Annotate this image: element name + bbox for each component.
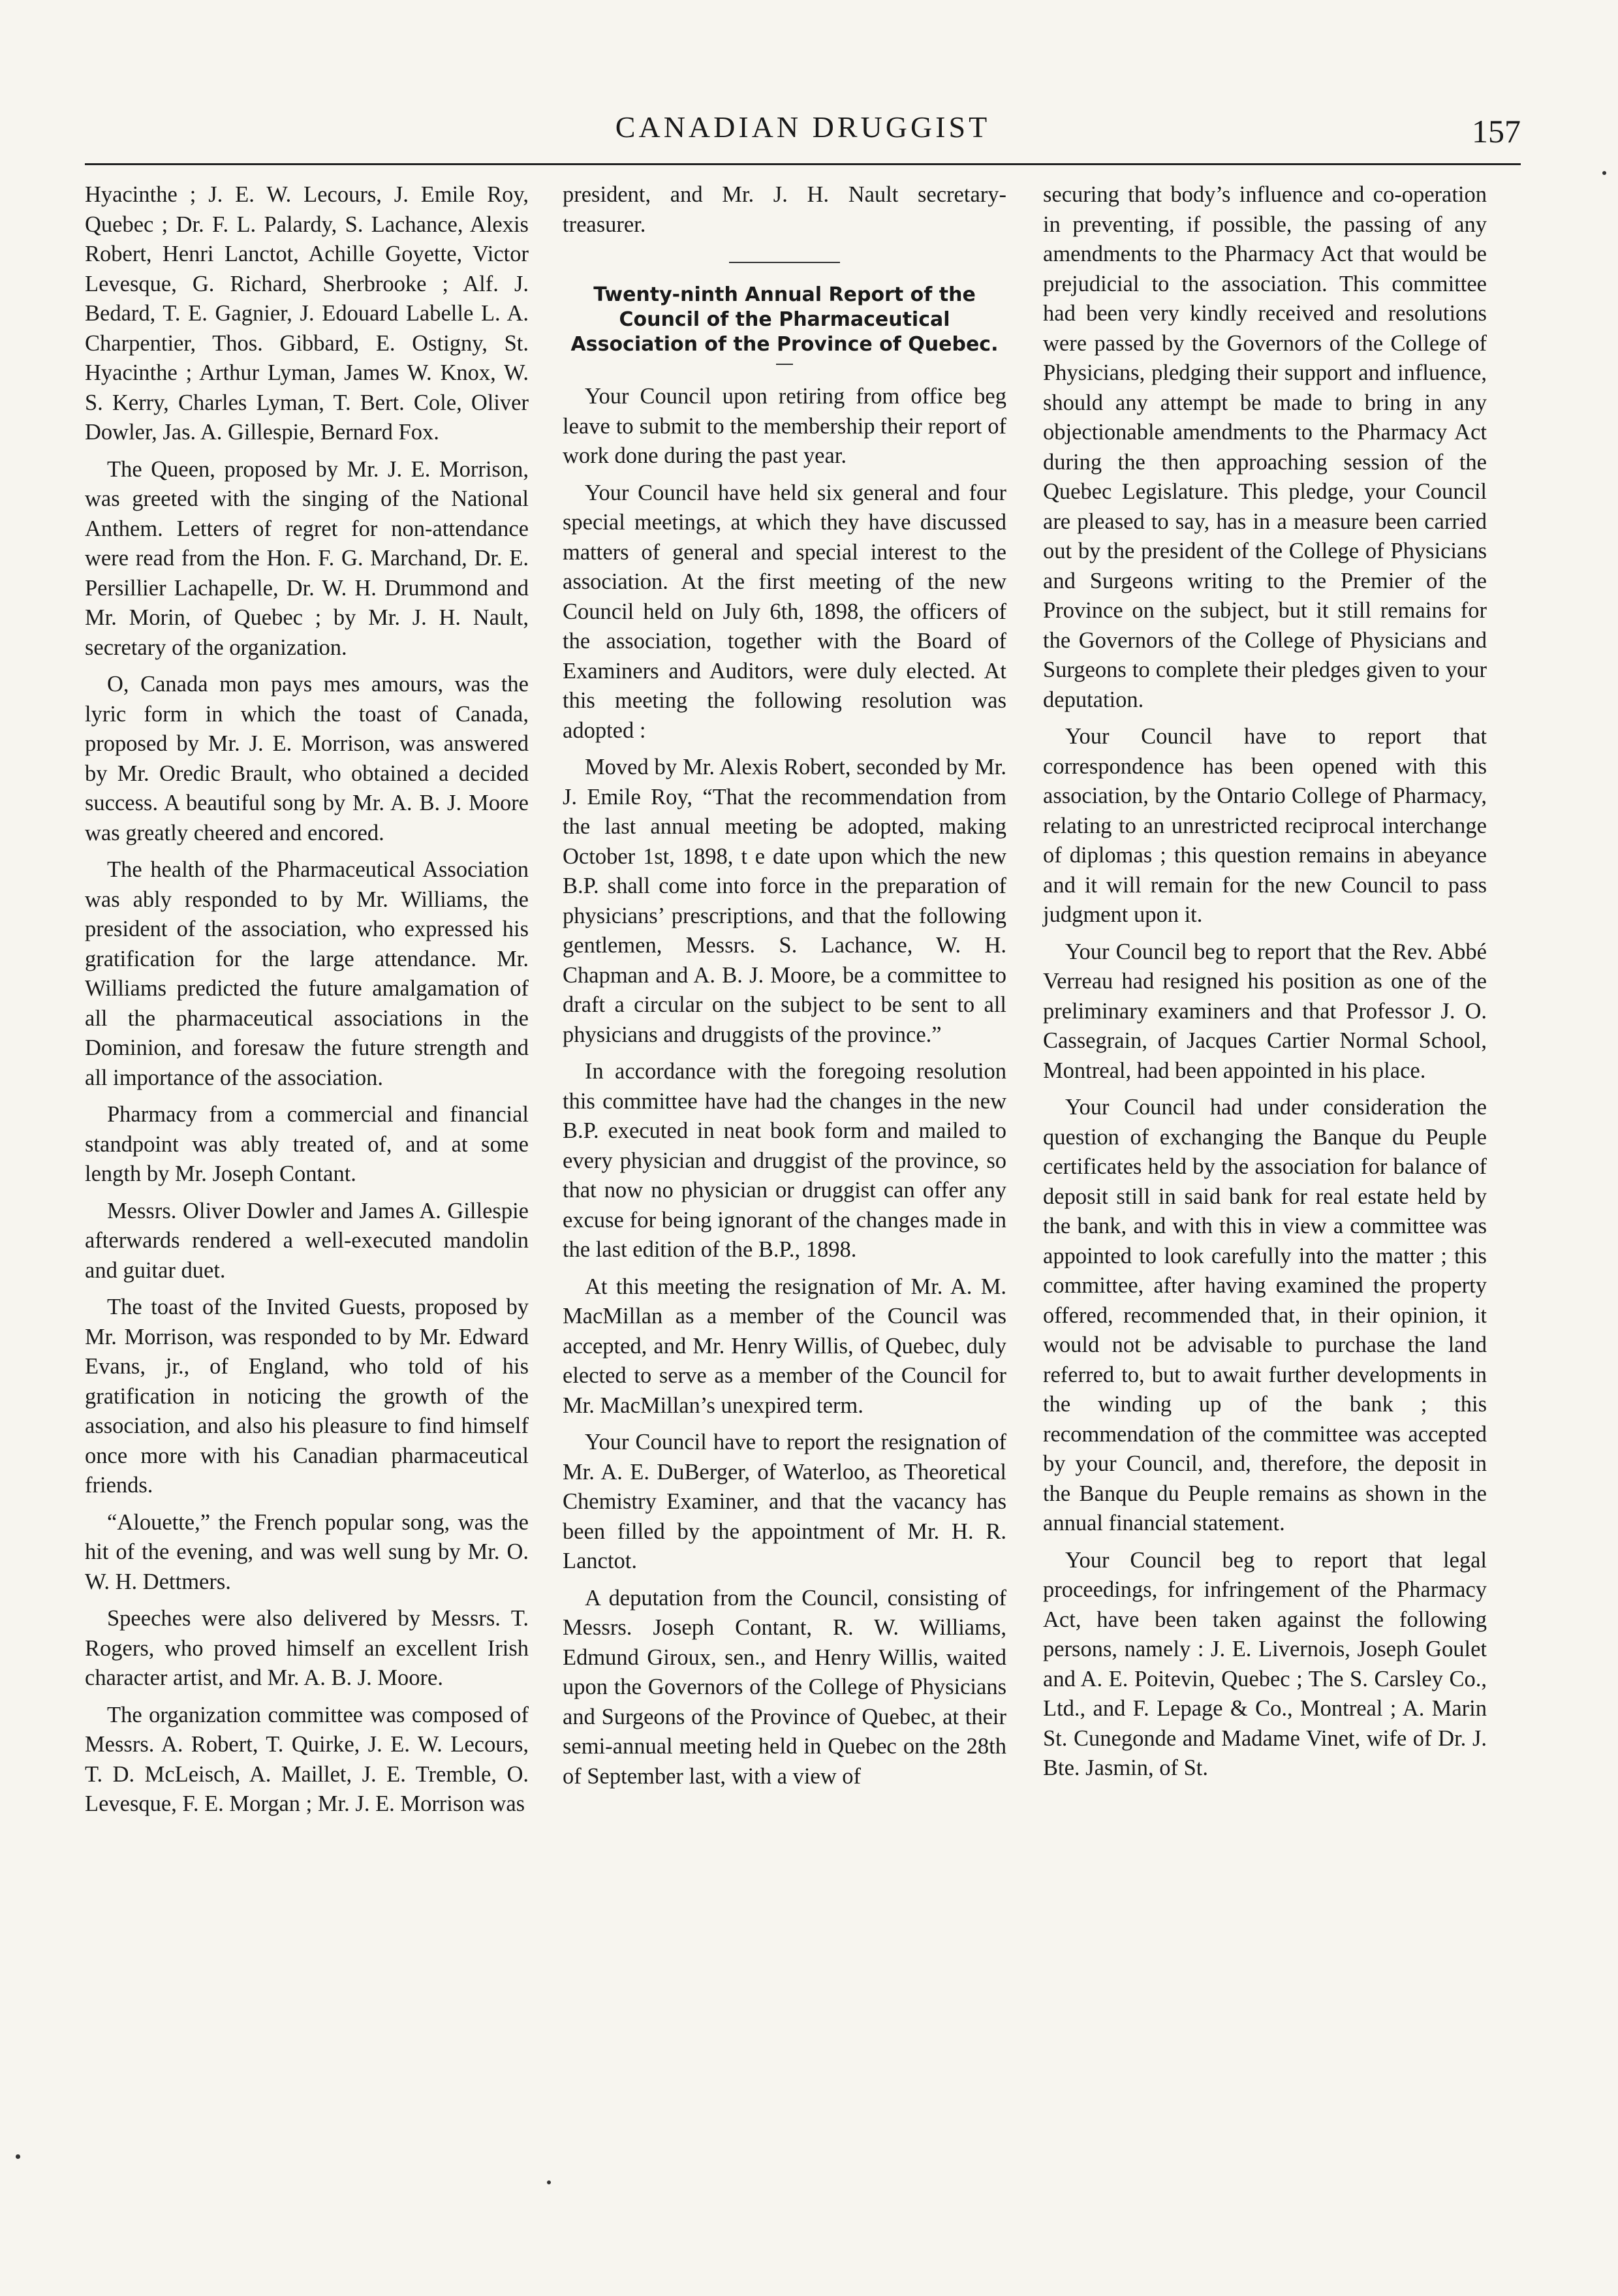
paragraph: The organization committee was composed of Messrs. A. Robert, T. Quirke, J. E. W. Lecours, T. D. McLeisch, A. Maillet, J. E. Tremble, O. Levesque, F. E. Morgan ; Mr. J. E. Morrison was: [85, 1702, 529, 1816]
heading-dash: [776, 364, 793, 365]
ink-speck: [1602, 171, 1606, 175]
paragraph: O, Canada mon pays mes amours, was the lyric form in which the toast of Canada, proposed by Mr. J. E. Morrison, was answered by Mr. Oredic Brault, who obtained a decided success. A beautiful song by Mr. A. B. J. Moore was greatly cheered and encored.: [85, 672, 529, 845]
page-header: [85, 110, 1521, 155]
paragraph: The health of the Pharmaceutical Association was ably responded to by Mr. Williams, the president of the association, who expressed his gratification for the large attendance. Mr. Williams predicted the future amalgamation of all the pharmaceutical associations in the Dominion, and foresaw the future strength and all importance of the association.: [85, 857, 529, 1090]
paragraph: Your Council beg to report that the Rev. Abbé Verreau had resigned his position as one of the preliminary examiners and that Professor J. O. Cassegrain, of Jacques Cartier Normal School, Montreal, had been appointed in his place.: [1043, 939, 1487, 1083]
paragraph: Your Council have held six general and four special meetings, at which they have discussed matters of general and special interest to the association. At the first meeting of the new Council held on July 6th, 1898, the officers of the association, together with the Board of Examiners and Auditors, were duly elected. At this meeting the following resolution was adopted :: [563, 480, 1006, 743]
paragraph: Your Council beg to report that legal proceedings, for infringement of the Pharmacy Act, have been taken against the following persons, namely : J. E. Livernois, Joseph Goulet and A. E. Poitevin, Quebec ; The S. Carsley Co., Ltd., and F. Lepage & Co., Montreal ; A. Marin St. Cunegonde and Madame Vinet, wife of Dr. J. Bte. Jasmin, of St.: [1043, 1547, 1487, 1780]
paragraph: The Queen, proposed by Mr. J. E. Morrison, was greeted with the singing of the National Anthem. Letters of regret for non-attendance were read from the Hon. F. G. Marchand, Dr. E. Persillier Lachapelle, Dr. W. H. Drummond and Mr. Morin, of Quebec ; by Mr. J. H. Nault, secretary of the organization.: [85, 456, 529, 660]
report-heading: Twenty-ninth Annual Report of the Council of the Pharmaceutical Association of the Province of Quebec.: [570, 283, 999, 356]
paragraph: In accordance with the foregoing resolution this committee have had the changes in the new B.P. executed in neat book form and mailed to every physician and druggist of the province, so that now no physician or druggist can offer any excuse for being ignorant of the changes made in the last edition of the B.P., 1898.: [563, 1059, 1006, 1262]
paragraph: president, and Mr. J. H. Nault secretary-treasurer.: [563, 182, 1006, 237]
header-rule: [85, 163, 1521, 165]
ink-speck: [547, 2180, 551, 2184]
paragraph: Pharmacy from a commercial and financial standpoint was ably treated of, and at some length by Mr. Joseph Contant.: [85, 1102, 529, 1186]
text-column-2: [563, 180, 1006, 1799]
ink-speck: [16, 2154, 20, 2159]
paragraph: Moved by Mr. Alexis Robert, seconded by Mr. J. Emile Roy, “That the recommendation from the last annual meeting be adopted, making October 1st, 1898, t e date upon which the new B.P. shall come into force in the preparation of physicians’ prescriptions, and that the following gentlemen, Messrs. S. Lachance, W. H. Chapman and A. B. J. Moore, be a committee to draft a circular on the subject to be sent to all physicians and druggists of the province.”: [563, 755, 1006, 1047]
text-column-1: [85, 180, 529, 1827]
page-number: 157: [1472, 113, 1521, 149]
paragraph: The toast of the Invited Guests, proposed by Mr. Morrison, was responded to by Mr. Edward Evans, jr., of England, who told of his gratification in noticing the growth of the association, and also his pleasure to find himself once more with his Canadian pharmaceutical friends.: [85, 1295, 529, 1498]
text-column-3: [1043, 180, 1487, 1791]
paragraph: Speeches were also delivered by Messrs. T. Rogers, who proved himself an excellent Irish character artist, and Mr. A. B. J. Moore.: [85, 1606, 529, 1690]
paragraph: securing that body’s influence and co-operation in preventing, if possible, the passing of any amendments to the Pharmacy Act that would be prejudicial to the association. This committee had been very kindly received and resolutions were passed by the Governors of the College of Physicians, pledging their support and influence, should any attempt be made to bring in any objectionable amendments to the Pharmacy Act during the then approaching session of the Quebec Legislature. This pledge, your Council are pleased to say, has in a measure been carried out by the president of the College of Physicians and Surgeons writing to the Premier of the Province on the subject, but it still remains for the Governors of the College of Physicians and Surgeons to complete their pledges given to your deputation.: [1043, 182, 1487, 712]
paragraph: “Alouette,” the French popular song, was the hit of the evening, and was well sung by Mr. O. W. H. Dettmers.: [85, 1509, 529, 1594]
paragraph: Your Council had under consideration the question of exchanging the Banque du Peuple certificates held by the association for balance of deposit still in said bank for real estate held by the bank, and with this in view a committee was appointed to look carefully into the matter ; this committee, after having examined the property offered, recommended that, in their opinion, it would not be advisable to purchase the land referred to, but to await further developments in the winding up of the bank ; this recommendation of the committee was accepted by your Council, and, therefore, the deposit in the Banque du Peuple remains as shown in the annual financial statement.: [1043, 1095, 1487, 1535]
paragraph: At this meeting the resignation of Mr. A. M. MacMillan as a member of the Council was accepted, and Mr. Henry Willis, of Quebec, duly elected to serve as a member of the Council for Mr. MacMillan’s unexpired term.: [563, 1274, 1006, 1418]
paragraph: Hyacinthe ; J. E. W. Lecours, J. Emile Roy, Quebec ; Dr. F. L. Palardy, S. Lachance, Alexis Robert, Henri Lanctot, Achille Goyette, Victor Levesque, G. Richard, Sherbrooke ; Alf. J. Bedard, T. E. Gagnier, J. Edouard Labelle L. A. Charpentier, Thos. Gibbard, E. Ostigny, St. Hyacinthe ; Arthur Lyman, James W. Knox, W. S. Kerry, Charles Lyman, T. Bert. Cole, Oliver Dowler, Jas. A. Gillespie, Bernard Fox.: [85, 182, 529, 445]
paragraph: A deputation from the Council, consisting of Messrs. Joseph Contant, R. W. Williams, Edmund Giroux, sen., and Henry Willis, waited upon the Governors of the College of Physicians and Surgeons of the Province of Quebec, at their semi-annual meeting held in Quebec on the 28th of September last, with a view of: [563, 1585, 1006, 1789]
section-divider: [729, 262, 840, 263]
paragraph: Your Council have to report that correspondence has been opened with this association, by the Ontario College of Pharmacy, relating to an unrestricted reciprocal interchange of diplomas ; this question remains in abeyance and it will remain for the new Council to pass judgment upon it.: [1043, 724, 1487, 927]
paragraph: Messrs. Oliver Dowler and James A. Gillespie afterwards rendered a well-executed mandolin and guitar duet.: [85, 1198, 529, 1283]
paragraph: Your Council have to report the resignation of Mr. A. E. DuBerger, of Waterloo, as Theoretical Chemistry Examiner, and that the vacancy has been filled by the appointment of Mr. H. R. Lanctot.: [563, 1430, 1006, 1573]
paragraph: Your Council upon retiring from office beg leave to submit to the membership their report of work done during the past year.: [563, 384, 1006, 468]
running-title: CANADIAN DRUGGIST: [615, 110, 991, 144]
